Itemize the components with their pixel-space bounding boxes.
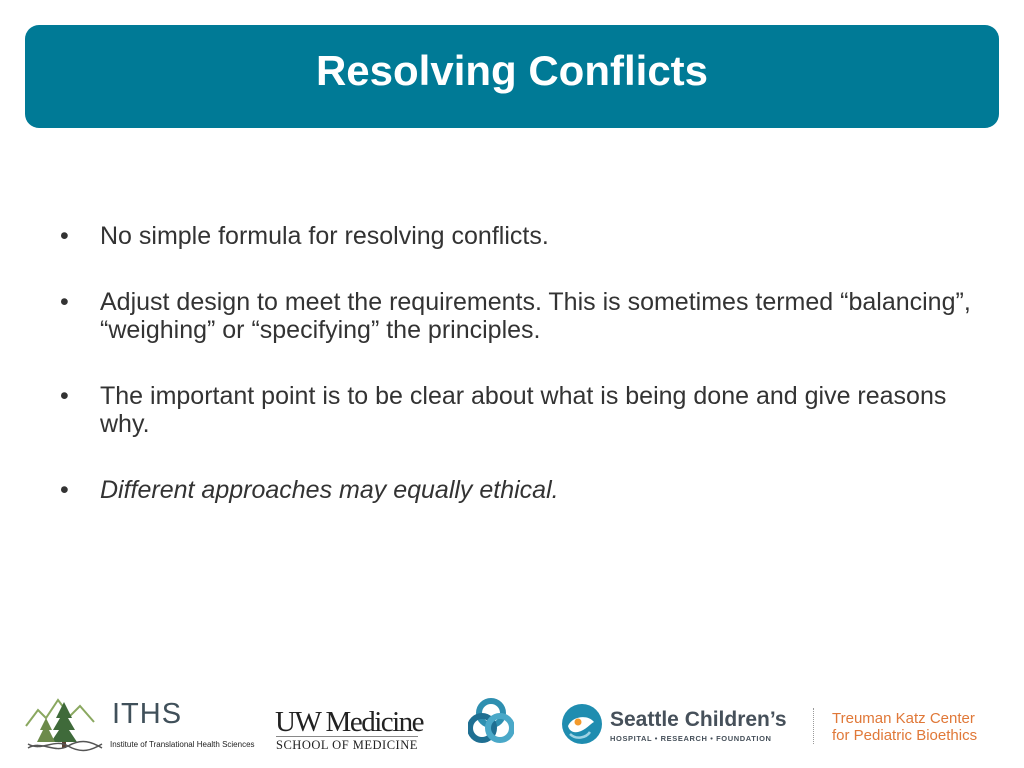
footer-logos [0, 690, 1024, 760]
bullet-marker: • [60, 288, 69, 316]
treuman-katz-line1: Treuman Katz Center [832, 710, 975, 727]
iths-logo [24, 692, 254, 754]
bullet-list [60, 222, 980, 542]
whale-icon [560, 702, 604, 746]
bullet-item [60, 222, 980, 250]
uw-medicine-logo [275, 706, 435, 756]
bullet-text: Adjust design to meet the requirements. This is sometimes termed “balancing”, “weighing” or “specifying” the principles. [100, 288, 971, 344]
knot-logo-icon [468, 698, 514, 744]
iths-subtitle: Institute of Translational Health Sciences [110, 740, 255, 749]
bullet-marker: • [60, 382, 69, 410]
uw-medicine-name: UW Medicine [275, 706, 424, 738]
bullet-text: The important point is to be clear about what is being done and give reasons why. [100, 382, 947, 438]
iths-tree-icon [24, 692, 104, 754]
treuman-katz-line2: for Pediatric Bioethics [832, 727, 978, 744]
bullet-text: Different approaches may equally ethical. [100, 476, 559, 504]
seattle-childrens-logo [560, 702, 805, 746]
bullet-item [60, 288, 980, 344]
slide-title: Resolving Conflicts [315, 46, 709, 94]
title-bar [25, 25, 999, 128]
logo-divider [813, 708, 815, 744]
iths-acronym: ITHS [112, 698, 183, 730]
treuman-katz-logo [832, 710, 1022, 750]
bullet-item [60, 382, 980, 438]
bullet-marker: • [60, 476, 69, 504]
seattle-childrens-tagline: HOSPITAL • RESEARCH • FOUNDATION [610, 734, 772, 743]
bullet-item [60, 476, 980, 504]
seattle-childrens-name: Seattle Children’s [610, 708, 787, 731]
bullet-marker: • [60, 222, 69, 250]
uw-school-name: SCHOOL OF MEDICINE [276, 738, 418, 752]
bullet-text: No simple formula for resolving conflicts. [100, 222, 549, 250]
